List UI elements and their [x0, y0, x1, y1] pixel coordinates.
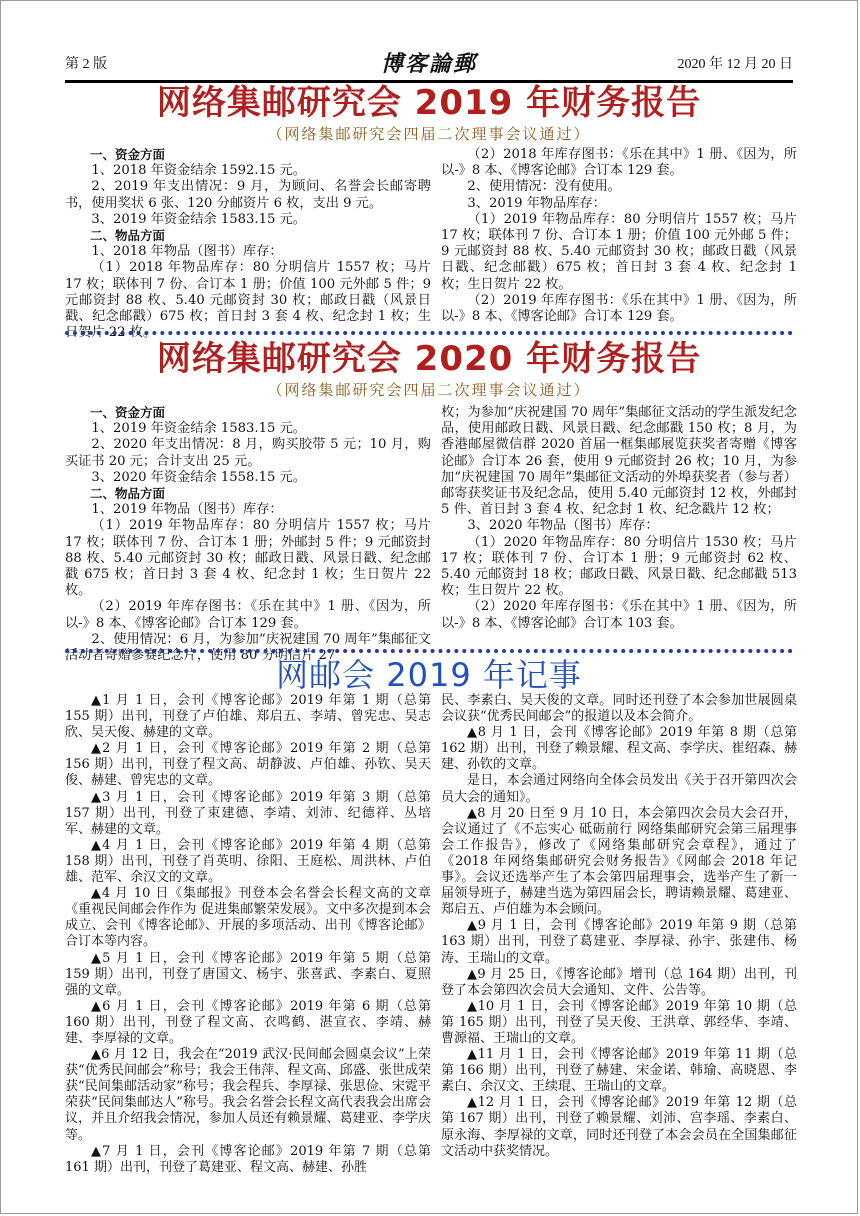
paragraph: 3、2020 年物品（图书）库存：: [467, 518, 659, 534]
paragraph: ▲8 月 1 日，会刊《博客论邮》2019 年第 8 期（总第 162 期）出刊，刊登了赖景耀、程文高、李学庆、崔绍森、赫建、孙钦的文章。: [441, 725, 797, 773]
paragraph: 二、物品方面: [90, 486, 166, 502]
section-divider: [65, 649, 793, 653]
paragraph: ▲7 月 1 日，会刊《博客论邮》2019 年第 7 期（总第 161 期）出刊，刊登了葛建亚、程文高、赫建、孙胜: [65, 1143, 431, 1175]
paragraph: ▲5 月 1 日，会刊《博客论邮》2019 年第 5 期（总第 159 期）出刊，刊登了唐国文、杨宇、张喜武、李素白、夏照强的文章。: [65, 950, 431, 998]
paragraph: ▲9 月 25 日，《博客论邮》增刊（总 164 期）出刊，刊登了本会第四次会员大会通知、文件、公告等。: [441, 966, 797, 998]
issue-date: 2020 年 12 月 20 日: [677, 57, 793, 72]
paragraph: （2）2018 年库存图书：《乐在其中》1 册、《因为，所以-》8 本、《博客论邮》合订本 129 套。: [441, 147, 797, 179]
chronicle-left-column: [65, 693, 431, 1176]
paragraph: 2、使用情况：没有使用。: [467, 179, 621, 195]
paragraph: ▲10 月 1 日，会刊《博客论邮》2019 年第 10 期（总第 165 期）出刊，刊登了吴天俊、王洪章、郭经华、李靖、曹源福、王瑞山的文章。: [441, 998, 797, 1046]
paragraph: ▲6 月 12 日，我会在“2019 武汉·民间邮会圆桌会议”上荣获“优秀民间邮会”称号；我会王伟萍、程文高、邱盛、张世成荣获“民间集邮活动家”称号；我会程兵、李厚禄、张思俭、宋霓平荣获“民间集邮达人”称号。我会名誉会长程文高代表我会出席会议，并且介绍我会情况，参加人员还有赖景耀、葛建亚、李学庆等。: [65, 1047, 431, 1143]
paragraph: 3、2019 年资金结余 1583.15 元。: [91, 211, 306, 227]
paragraph: （2）2020 年库存图书：《乐在其中》1 册、《因为，所以-》8 本、《博客论邮》合订本 103 套。: [441, 599, 797, 631]
paragraph: ▲4 月 10 日《集邮报》刊登本会名誉会长程文高的文章《重视民间邮会作作为 促进集邮繁荣发展》。文中多次提到本会成立、会刊《博客论邮》、开展的多项活动、出刊《博客论邮》合订本等内容。: [65, 886, 431, 950]
report-2020-left-column: [65, 405, 431, 664]
section-divider: [65, 331, 793, 335]
paragraph: ▲3 月 1 日，会刊《博客论邮》2019 年第 3 期（总第 157 期）出刊，刊登了束建德、李靖、刘沛、纪德祥、丛培军、赫建的文章。: [65, 789, 431, 837]
report-2019-subtitle: （网络集邮研究会四届二次理事会议通过）: [267, 125, 591, 143]
paragraph: 2、使用情况：6 月，为参加“庆祝建国 70 周年”集邮征文活动者寄赠参赛纪念片，使用 80 分明信片 27: [65, 631, 431, 664]
paragraph: 二、物品方面: [90, 228, 166, 244]
report-2019-right-column: [441, 147, 797, 325]
paragraph: （2）2019 年库存图书：《乐在其中》1 册、《因为，所以-》8 本、《博客论邮》合订本 129 套。: [441, 292, 797, 325]
paragraph: ▲2 月 1 日，会刊《博客论邮》2019 年第 2 期（总第 156 期）出刊，刊登了程文高、胡静波、卢伯雄、孙钦、吴天俊、赫建、曾宪忠的文章。: [65, 741, 431, 789]
paragraph: （1）2020 年物品库存：80 分明信片 1530 枚；马片 17 枚；联体刊 7 份、合订本 1 册；9 元邮资封 62 枚、5.40 元邮资封 18 枚；邮政日戳、风景日戳、纪念邮戳 513 枚；生日贺片 22 枚。: [441, 534, 797, 599]
paragraph: ▲12 月 1 日，会刊《博客论邮》2019 年第 12 期（总第 167 期）出刊，刊登了赖景耀、刘沛、宫李瑶、李素白、原永海、李厚禄的文章，同时还刊登了本会会员在全国集邮征文活动中获奖情况。: [441, 1095, 797, 1159]
report-2019-title: 网络集邮研究会 2019 年财务报告: [156, 83, 702, 123]
paragraph: 1、2019 年物品（图书）库存：: [91, 502, 283, 518]
chronicle-title: 网邮会 2019 年记事: [276, 656, 582, 694]
paragraph: 1、2019 年资金结余 1583.15 元。: [91, 421, 306, 437]
paragraph: ▲11 月 1 日，会刊《博客论邮》2019 年第 11 期（总第 166 期）出刊，刊登了赫建、宋金诺、韩瑜、高晓恩、李素白、余汉文、王续琨、王瑞山的文章。: [441, 1047, 797, 1095]
paragraph: 1、2018 年资金结余 1592.15 元。: [91, 163, 306, 179]
paragraph: 枚；为参加“庆祝建国 70 周年”集邮征文活动的学生派发纪念品，使用邮政日戳、风景日戳、纪念邮戳 150 枚；8 月，为香港邮屋微信群 2020 首届一框集邮展览获奖者寄赠《博客论邮》合订本 26 套，使用 9 元邮资封 26 枚；10 月，为参加“庆祝建国 70 周年”集邮征文活动的外埠获奖者（参与者）邮寄获奖证书及纪念品，使用 5.40 元邮资封 12 枚，外邮封 5 件、首日封 3 套 4 枚、纪念封 1 枚、纪念戳片 12 枚；: [441, 405, 797, 518]
paragraph: 一、资金方面: [90, 147, 166, 162]
paragraph: （1）2018 年物品库存：80 分明信片 1557 枚；马片 17 枚；联体刊 7 份、合订本 1 册；价值 100 元外邮 5 件；9 元邮资封 88 枚、5.40 元邮资封 30 枚；邮政日戳（风景日戳、纪念邮戳）675 枚；首日封 3 套 4 枚、纪念封 1 枚；生日贺片 22 枚。: [65, 260, 431, 341]
masthead: [65, 49, 793, 77]
paragraph: 3、2019 年物品库存：: [467, 195, 606, 211]
report-2020-subtitle: （网络集邮研究会四届二次理事会议通过）: [267, 381, 591, 399]
paragraph: ▲4 月 1 日，会刊《博客论邮》2019 年第 4 期（总第 158 期）出刊，刊登了肖英明、徐阳、王庭松、周洪林、卢伯雄、范军、余汉文的文章。: [65, 837, 431, 886]
paragraph: 1、2018 年物品（图书）库存：: [91, 244, 283, 260]
paragraph: ▲1 月 1 日，会刊《博客论邮》2019 年第 1 期（总第 155 期）出刊，刊登了卢伯雄、郑启五、李靖、曾宪忠、吴志欣、吴天俊、赫建的文章。: [65, 693, 431, 741]
paragraph: ▲8 月 20 日至 9 月 10 日，本会第四次会员大会召开，会议通过了《不忘实心 砥砺前行 网络集邮研究会第三届理事会工作报告》，修改了《网络集邮研究会章程》，通过了《2018 年网络集邮研究会财务报告》《网邮会 2018 年记事》。会议还选举产生了本会第四届理事会，选举产生了新一届领导班子，赫建当选为第四届会长，聘请赖景耀、葛建亚、郑启五、卢伯雄为本会顾问。: [441, 805, 797, 918]
edition-number: 第 2 版: [65, 57, 107, 72]
report-2019-left-column: [65, 147, 431, 341]
paragraph: ▲9 月 1 日，会刊《博客论邮》2019 年第 9 期（总第 163 期）出刊，刊登了葛建亚、李厚禄、孙宇、张建伟、杨涛、王瑞山的文章。: [441, 918, 797, 966]
paragraph: （1）2019 年物品库存：80 分明信片 1557 枚；马片 17 枚；联体刊 7 份、合订本 1 册；外邮封 5 件；9 元邮资封 88 枚、5.40 元邮资封 30 枚；邮政日戳、风景日戳、纪念邮戳 675 枚；首日封 3 套 4 枚、纪念封 1 枚；生日贺片 22 枚。: [65, 518, 431, 599]
paragraph: （2）2019 年库存图书：《乐在其中》1 册、《因为，所以-》8 本、《博客论邮》合订本 129 套。: [65, 599, 431, 631]
paragraph: 民、李素白、吴天俊的文章。同时还刊登了本会参加世展圆桌会议获“优秀民间邮会”的报道以及本会简介。: [441, 693, 797, 725]
paragraph: ▲6 月 1 日，会刊《博客论邮》2019 年第 6 期（总第 160 期）出刊，刊登了程文高、衣鸣鹤、湛宣衣、李靖、赫建、李厚禄的文章。: [65, 998, 431, 1046]
paragraph: 3、2020 年资金结余 1558.15 元。: [91, 469, 306, 485]
paragraph: 2、2020 年支出情况：8 月，购买胶带 5 元；10 月，购买证书 20 元；合计支出 25 元。: [65, 437, 431, 469]
paragraph: 2、2019 年支出情况：9 月，为顾问、名誉会长邮寄聘书，使用奖状 6 张、120 分邮资片 6 枚，支出 9 元。: [65, 179, 431, 211]
report-2020-right-column: [441, 405, 797, 632]
paragraph: （1）2019 年物品库存：80 分明信片 1557 枚；马片 17 枚；联体刊 7 份、合订本 1 册；价值 100 元外邮 5 件；9 元邮资封 88 枚、5.40 元邮资封 30 枚；邮政日戳（风景日戳、纪念邮戳）675 枚；首日封 3 套 4 枚、纪念封 1 枚；生日贺片 22 枚。: [441, 211, 797, 292]
newspaper-title: 博客論郵: [380, 51, 477, 77]
chronicle-right-column: [441, 693, 797, 1160]
report-2020-title: 网络集邮研究会 2020 年财务报告: [156, 339, 702, 379]
paragraph: 是日，本会通过网络向全体会员发出《关于召开第四次会员大会的通知》。: [441, 773, 797, 805]
paragraph: 一、资金方面: [90, 405, 166, 420]
